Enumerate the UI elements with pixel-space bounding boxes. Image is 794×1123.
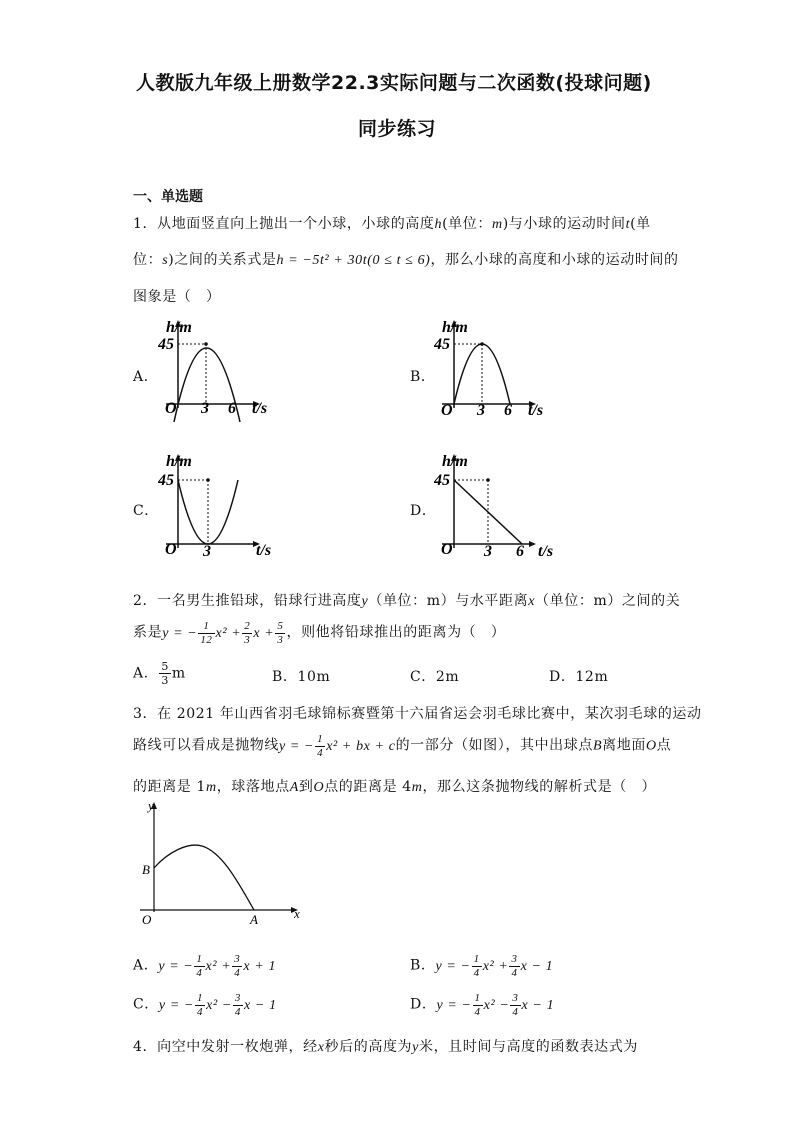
- q3-option-d: D．y = − $\frac{1}{4}$ x² − $\frac{3}{4}$ x − 1: [410, 992, 555, 1018]
- q3-line1: 3．在 2021 年山西省羽毛球锦标赛暨第十六届省运会羽毛球比赛中，某次羽毛球的运动: [133, 706, 702, 722]
- graph-c-origin: O: [165, 541, 177, 558]
- graph-d-xtick-end: 6: [516, 543, 524, 560]
- q3-graph-point-a: A: [250, 912, 258, 927]
- graph-b-xlabel: t/s: [528, 402, 544, 419]
- graph-a-origin: O: [165, 400, 177, 417]
- section-heading: 一、单选题: [133, 189, 203, 205]
- q1-option-c-label: C．: [133, 503, 159, 519]
- q3-graph: [138, 800, 308, 930]
- graph-b-origin: O: [441, 402, 453, 419]
- graph-b-ylabel: h/m: [442, 319, 468, 336]
- graph-d-origin: O: [441, 541, 453, 558]
- q1-graph-c: [158, 452, 288, 562]
- graph-a-ylabel: h/m: [166, 319, 192, 336]
- q1-line2: 位：s)之间的关系式是h = −5t² + 30t(0 ≤ t ≤ 6)，那么小球的高度和小球的运动时间的: [133, 252, 679, 268]
- q2-option-d: D．12m: [549, 669, 609, 685]
- q3-graph-xlabel: x: [294, 906, 300, 921]
- graph-a-xtick-mid: 3: [201, 400, 209, 417]
- q3-option-a: A．y = − $\frac{1}{4}$ x² + $\frac{3}{4}$ x + 1: [133, 953, 277, 979]
- q2-option-b: B．10m: [272, 669, 331, 685]
- q2-line1: 2．一名男生推铅球，铅球行进高度y（单位：m）与水平距离x（单位：m）之间的关: [133, 593, 681, 609]
- q1-line1: 1．从地面竖直向上抛出一个小球，小球的高度h(单位：m)与小球的运动时间t(单: [133, 216, 651, 232]
- q2-formula: y = − $\frac{1}{12}$ x² + $\frac{2}{3}$ x + $\frac{5}{3}$: [162, 620, 284, 646]
- q3-graph-point-b: B: [142, 862, 150, 877]
- graph-a-xtick-end: 6: [228, 400, 236, 417]
- q3-line3: 的距离是 1m，球落地点A到O点的距离是 4m，那么这条抛物线的解析式是（ ）: [133, 779, 657, 795]
- graph-d-xtick-mid: 3: [484, 543, 492, 560]
- q1-option-d-label: D．: [410, 503, 437, 519]
- q1-option-a-label: A．: [133, 369, 159, 385]
- doc-title-line1: 人教版九年级上册数学22.3实际问题与二次函数(投球问题): [136, 72, 652, 94]
- graph-d-ylabel: h/m: [442, 453, 468, 470]
- q3-line2: 路线可以看成是抛物线y = − $\frac{1}{4}$ x² + bx + c的一部分（如图），其中出球点B离地面O点: [133, 733, 672, 759]
- graph-c-xlabel: t/s: [256, 542, 272, 559]
- graph-d-xlabel: t/s: [538, 543, 554, 560]
- q3-graph-origin: O: [142, 912, 152, 927]
- q2-option-a: A． $\frac{5}{3}$ m: [133, 660, 186, 687]
- graph-b-xtick-mid: 3: [477, 402, 485, 419]
- q3-option-b: B．y = − $\frac{1}{4}$ x² + $\frac{3}{4}$ x − 1: [410, 953, 554, 979]
- graph-b-xtick-end: 6: [504, 402, 512, 419]
- q1-line3: 图象是（ ）: [133, 289, 221, 305]
- q1-option-b-label: B．: [410, 369, 436, 385]
- graph-a-xlabel: t/s: [252, 400, 268, 417]
- q1-graph-a: [158, 318, 278, 428]
- q2-option-c: C．2m: [410, 669, 460, 685]
- q3-graph-ylabel: y: [148, 800, 154, 813]
- q2-line2: 系是y = − $\frac{1}{12}$ x² + $\frac{2}{3}$ x + $\frac{5}{3}$ ，则他将铅球推出的距离为（ ）: [133, 620, 506, 646]
- q3-formula: y = − $\frac{1}{4}$ x² + bx + c: [279, 733, 396, 759]
- graph-c-ylabel: h/m: [166, 453, 192, 470]
- doc-title-line2: 同步练习: [358, 118, 437, 140]
- q1-formula: h = −5t² + 30t(0 ≤ t ≤ 6): [276, 253, 431, 268]
- q1-graph-b: [434, 318, 554, 428]
- graph-d-ytick: 45: [434, 472, 450, 489]
- graph-b-ytick: 45: [434, 336, 450, 353]
- graph-a-ytick: 45: [158, 336, 174, 353]
- graph-c-xtick-mid: 3: [203, 543, 211, 560]
- graph-c-ytick: 45: [158, 472, 174, 489]
- q1-graph-d: [434, 452, 564, 562]
- q3-option-c: C．y = − $\frac{1}{4}$ x² − $\frac{3}{4}$ x − 1: [133, 992, 277, 1018]
- q4-line1: 4．向空中发射一枚炮弹，经x秒后的高度为y米，且时间与高度的函数表达式为: [133, 1039, 638, 1055]
